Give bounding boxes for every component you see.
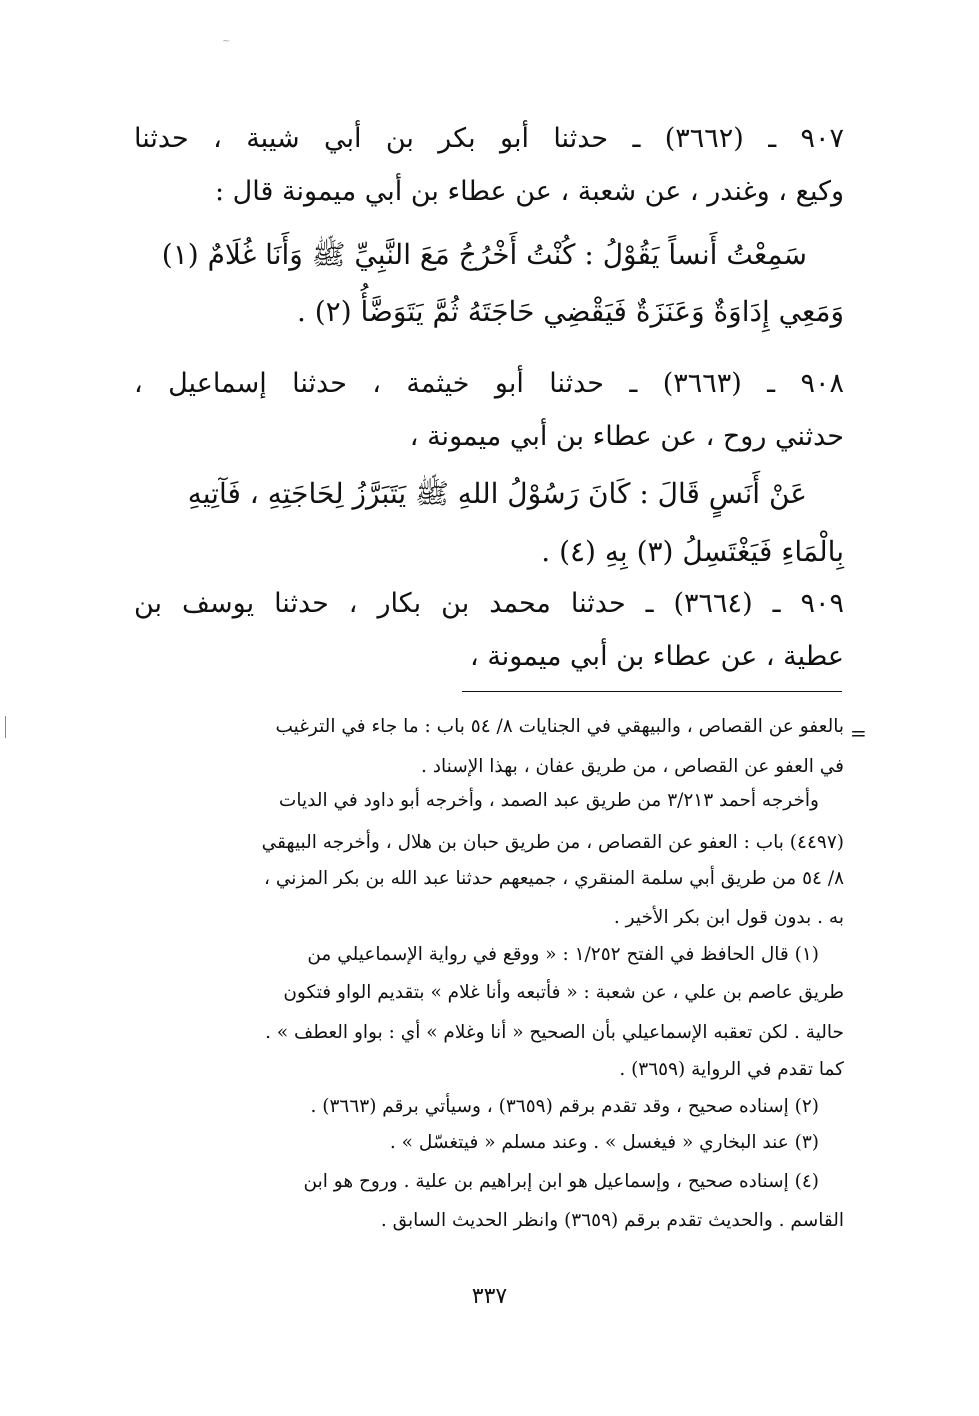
footnote-1-line: (١) قال الحافظ في الفتح ١/٢٥٢ : « ووقع في رواية الإسماعيلي من xyxy=(307,944,819,965)
footnote-line: ٨/ ٥٤ من طريق أبي سلمة المنقري ، جميعهم حدثنا عبد الله بن بكر المزني ، xyxy=(264,868,844,889)
footnote-line: (٤٤٩٧) باب : العفو عن القصاص ، من طريق حبان بن هلال ، وأخرجه البيهقي xyxy=(261,832,844,853)
footnote-line: في العفو عن القصاص ، من طريق عفان ، بهذا الإسناد . xyxy=(421,756,844,777)
continuation-mark: = xyxy=(850,721,867,745)
footnote-1-line: طريق عاصم بن علي ، عن شعبة : « فأتبعه وأنا غلام » بتقديم الواو فتكون xyxy=(283,982,844,1003)
hadith-908-matn-line-2: بِالْمَاءِ فَيَغْتَسِلُ (٣) بِهِ (٤) . xyxy=(541,535,844,568)
hadith-908-line-1: ٩٠٨ ـ (٣٦٦٣) ـ حدثنا أبو خيثمة ، حدثنا إسماعيل ، xyxy=(134,368,844,399)
hadith-907-line-1: ٩٠٧ ـ (٣٦٦٢) ـ حدثنا أبو بكر بن أبي شيبة ، حدثنا xyxy=(134,123,844,154)
footnote-line: به . بدون قول ابن بكر الأخير . xyxy=(613,907,844,928)
footnote-separator xyxy=(462,691,842,692)
footnote-3-line: (٣) عند البخاري « فيغسل » . وعند مسلم « فيتغسّل » . xyxy=(389,1132,819,1153)
hadith-908-matn-line-1: عَنْ أَنَسٍ قَالَ : كَانَ رَسُوْلُ اللهِ ﷺ يَتَبَرَّزُ لِحَاجَتِهِ ، فَآتِيهِ xyxy=(187,477,807,510)
hadith-908-line-2: حدثني روح ، عن عطاء بن أبي ميمونة ، xyxy=(409,421,844,452)
page-number: ٣٣٧ xyxy=(471,1284,508,1309)
footnote-line: بالعفو عن القصاص ، والبيهقي في الجنايات ٨/ ٥٤ باب : ما جاء في الترغيب xyxy=(275,716,844,737)
footnote-1-line: حالية . لكن تعقبه الإسماعيلي بأن الصحيح « أنا وغلام » أي : بواو العطف » . xyxy=(265,1022,844,1043)
footnote-1-line: كما تقدم في الرواية (٣٦٥٩) . xyxy=(619,1059,844,1080)
margin-mark xyxy=(5,716,6,738)
hadith-907-matn-line-1: سَمِعْتُ أَنساً يَقُوْلُ : كُنْتُ أَخْرُجُ مَعَ النَّبِيِّ ﷺ وَأَنَا غُلَامٌ (١) xyxy=(161,238,807,271)
footnote-line: وأخرجه أحمد ٣/٢١٣ من طريق عبد الصمد ، وأخرجه أبو داود في الديات xyxy=(278,790,819,811)
hadith-909-line-1: ٩٠٩ ـ (٣٦٦٤) ـ حدثنا محمد بن بكار ، حدثنا يوسف بن xyxy=(134,588,844,619)
footnote-4-line: (٤) إسناده صحيح ، وإسماعيل هو ابن إبراهيم بن علية . وروح هو ابن xyxy=(303,1171,819,1192)
hadith-907-matn-line-2: وَمَعِي إِدَاوَةٌ وَعَنَزَةٌ فَيَقْضِي حَاجَتَهُ ثُمَّ يَتَوَضَّأُ (٢) . xyxy=(296,295,844,328)
footnote-4-line: القاسم . والحديث تقدم برقم (٣٦٥٩) وانظر الحديث السابق . xyxy=(380,1210,844,1231)
hadith-907-line-2: وكيع ، وغندر ، عن شعبة ، عن عطاء بن أبي ميمونة قال : xyxy=(214,176,844,207)
hadith-909-line-2: عطية ، عن عطاء بن أبي ميمونة ، xyxy=(470,641,844,672)
footnote-2-line: (٢) إسناده صحيح ، وقد تقدم برقم (٣٦٥٩) ، وسيأتي برقم (٣٦٦٣) . xyxy=(310,1096,819,1117)
scan-mark: ~ xyxy=(222,36,231,47)
